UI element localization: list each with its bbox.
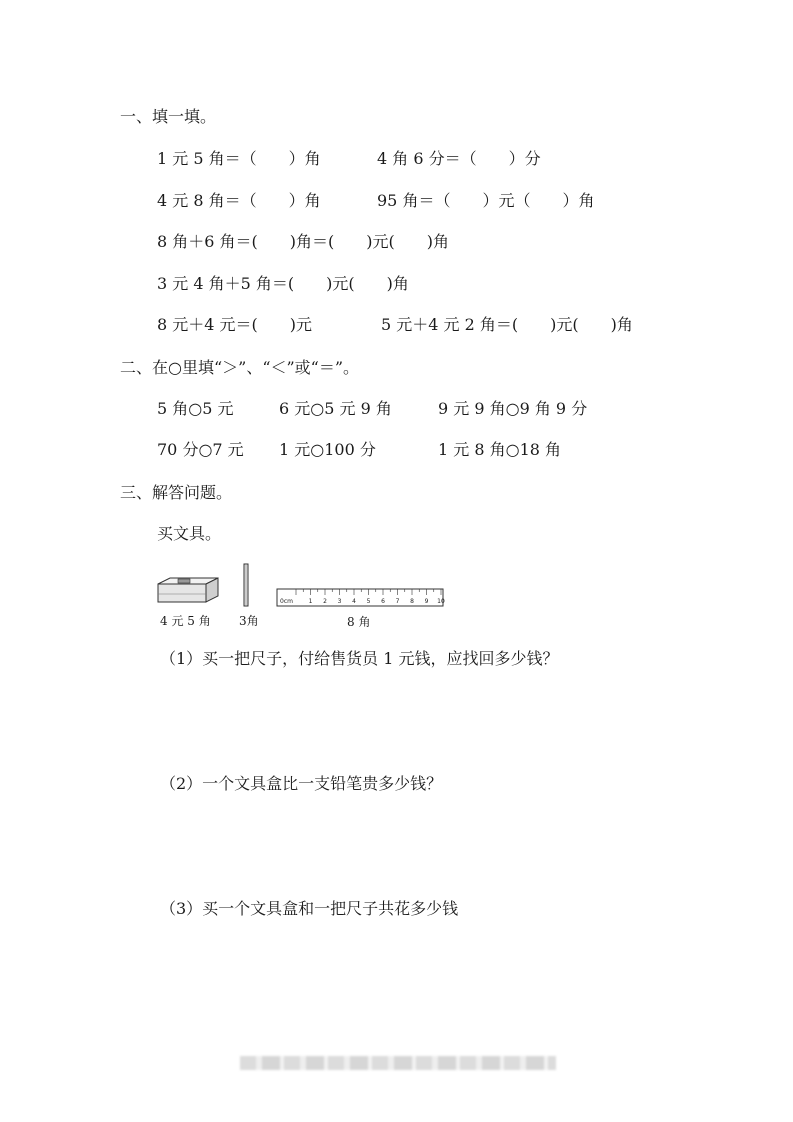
ruler-number: 2 xyxy=(323,598,327,605)
section1-heading: 一、填一填。 xyxy=(120,107,217,126)
question-2: （2）一个文具盒比一支铅笔贵多少钱？ xyxy=(160,774,443,793)
ruler-number: 7 xyxy=(395,598,400,605)
ruler-number: 6 xyxy=(381,598,385,605)
ruler-number: 4 xyxy=(352,598,356,605)
fill-item: 8 元＋4 元＝( )元 xyxy=(157,315,313,334)
pencil-image xyxy=(242,562,250,608)
compare-item: 9 元 9 角○9 角 9 分 xyxy=(438,399,588,418)
fill-item: 3 元 4 角＋5 角＝( )元( )角 xyxy=(157,274,409,293)
section2-heading: 二、在○里填“＞”、“＜”或“＝”。 xyxy=(120,358,360,377)
compare-item: 1 元○100 分 xyxy=(279,440,376,459)
blurred-footer xyxy=(240,1056,556,1070)
ruler-number: 3 xyxy=(337,598,342,605)
compare-item: 70 分○7 元 xyxy=(157,440,244,459)
ruler-number: 10 xyxy=(437,598,445,605)
section3-subtitle: 买文具。 xyxy=(157,524,222,543)
fill-item: 8 角＋6 角＝( )角＝( )元( )角 xyxy=(157,232,449,251)
ruler-number: 8 xyxy=(410,598,414,605)
ruler-number: 9 xyxy=(424,598,429,605)
section3-heading: 三、解答问题。 xyxy=(120,483,233,502)
pencil-box-price: 4 元 5 角 xyxy=(160,614,211,628)
fill-item: 1 元 5 角＝（ ）角 xyxy=(157,149,321,168)
ruler-image xyxy=(276,588,444,608)
pencil-box-image xyxy=(156,576,220,606)
ruler-number: 1 xyxy=(308,598,313,605)
fill-item: 4 元 8 角＝（ ）角 xyxy=(157,191,321,210)
question-1: （1）买一把尺子，付给售货员 1 元钱，应找回多少钱？ xyxy=(160,649,559,668)
compare-item: 1 元 8 角○18 角 xyxy=(438,440,562,459)
fill-item: 95 角＝（ ）元（ ）角 xyxy=(377,191,595,210)
fill-item: 4 角 6 分＝（ ）分 xyxy=(377,149,541,168)
ruler-number: 5 xyxy=(366,598,371,605)
fill-item: 5 元＋4 元 2 角＝( )元( )角 xyxy=(381,315,633,334)
ruler-unit-label: 0cm xyxy=(280,598,293,605)
pencil-price: 3角 xyxy=(239,614,259,628)
compare-item: 6 元○5 元 9 角 xyxy=(279,399,392,418)
question-3: （3）买一个文具盒和一把尺子共花多少钱 xyxy=(160,899,459,918)
ruler-price: 8 角 xyxy=(347,615,371,629)
compare-item: 5 角○5 元 xyxy=(157,399,234,418)
